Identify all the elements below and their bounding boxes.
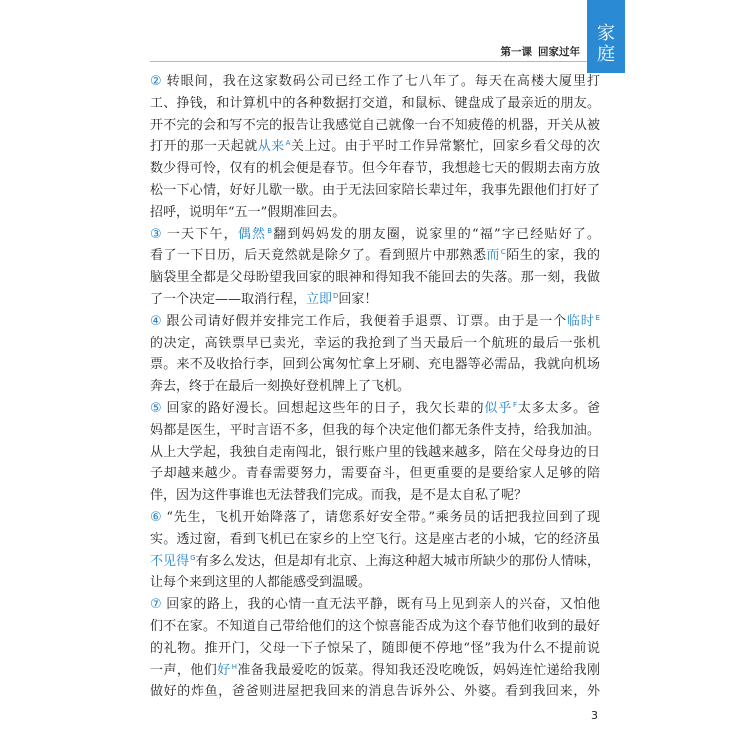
text-line [150, 660, 600, 682]
text-run: 招呼，说明年“五一”假期准回去。 [150, 204, 346, 220]
keyword-text: 从来 [257, 139, 285, 155]
keyword-text: 临时 [566, 313, 595, 329]
text-run: 从上大学起，我独自走南闯北，银行账户里的钱越来越多，陪在父母身边的日 [150, 444, 600, 460]
keyword-marker: C [500, 248, 506, 257]
text-run: 脑袋里全都是父母盼望我回家的眼神和得知我不能回去的失落。那一刻，我做 [150, 270, 600, 286]
text-line [150, 507, 600, 529]
paragraph-number: ⑥ [150, 509, 163, 525]
paragraph [150, 594, 600, 703]
text-run: “先生，飞机开始降落了，请您系好安全带。”乘务员的话把我拉回到了现 [166, 509, 600, 525]
text-line [150, 616, 600, 638]
text-line [150, 572, 600, 594]
text-run: 陌生的家，我的 [505, 248, 600, 264]
vocab-keyword [238, 227, 272, 242]
text-run: 关上过。由于平时工作异常繁忙，回家乡看父母的次 [290, 139, 600, 155]
text-run: 跟公司请好假并安排完工作后，我便着手退票、订票。由于是一个 [166, 313, 567, 329]
keyword-marker: D [333, 291, 339, 300]
text-run: 让每个来到这里的人都能感受到温暖。 [150, 575, 372, 591]
text-run: 转眼间，我在这家数码公司已经工作了七八年了。每天在高楼大厦里打 [166, 74, 600, 89]
text-run: 做好的炸鱼，爸爸则进屋把我回来的消息告诉外公、外婆。看到我回来，外 [150, 684, 600, 700]
text-line [150, 354, 600, 376]
text-line [150, 638, 600, 660]
text-run: 的礼物。推开门，父母一下子惊呆了，随即便不停地“怪”我为什么不提前说 [150, 640, 600, 656]
text-line [150, 93, 600, 115]
text-run: 开不完的会和写不完的报告让我感觉自己就像一台不知疲倦的机器，开关从被 [150, 117, 600, 133]
text-run: 工、挣钱，和计算机中的各种数据打交道，和鼠标、键盘成了最亲近的朋友。 [150, 95, 600, 111]
text-run: 数少得可怜，仅有的机会便是春节。但今年春节，我想趁七天的假期去南方放 [150, 161, 600, 177]
keyword-marker: E [595, 313, 600, 322]
text-run: 太多太多。爸 [517, 400, 600, 416]
text-run: 回家！ [338, 291, 378, 307]
running-header [460, 45, 580, 59]
keyword-marker: F [513, 400, 518, 409]
keyword-marker: G [190, 553, 196, 562]
unit-tab-char: 家 [597, 23, 615, 44]
text-line [150, 202, 600, 224]
text-run: 回家的路上，我的心情一直无法平静，既有马上见到亲人的兴奋，又怕他 [166, 597, 600, 613]
paragraph-number: ② [150, 74, 163, 89]
text-run: 了一个决定——取消行程， [150, 291, 307, 307]
text-line [150, 485, 600, 507]
text-line [150, 398, 600, 420]
text-line [150, 594, 600, 616]
vocab-keyword [258, 139, 291, 154]
keyword-marker: B [267, 226, 273, 235]
unit-tab-char: 庭 [597, 44, 615, 65]
paragraph [150, 507, 600, 594]
keyword-marker: A [285, 139, 291, 148]
text-line [150, 224, 600, 246]
text-run: 准备我最爱吃的饭菜。得知我还没吃晚饭，妈妈连忙递给我刚 [236, 662, 600, 678]
body-text [150, 71, 600, 703]
lesson-title: 回家过年 [538, 46, 580, 58]
text-run: 回家的路好漫长。回想起这些年的日子，我欠长辈的 [166, 400, 485, 416]
text-line [150, 551, 600, 573]
unit-side-tab [587, 0, 625, 73]
paragraph [150, 224, 600, 311]
text-run: 伴，因为这件事谁也无法替我们完成。而我，是不是太自私了呢？ [150, 488, 528, 504]
keyword-marker: H [231, 662, 237, 671]
vocab-keyword [484, 401, 517, 416]
text-run: 奔去，终于在最后一刻换好登机牌上了飞机。 [150, 379, 411, 395]
text-line [150, 158, 600, 180]
text-run: 的决定，高铁票早已卖光，幸运的我抢到了当天最后一个航班的最后一张机 [150, 335, 600, 351]
text-line [150, 420, 600, 442]
text-run: 票。来不及收拾行李，回到公寓匆忙拿上牙刷、充电器等必需品，我就向机场 [150, 357, 600, 373]
text-line [150, 529, 600, 551]
text-run: 妈都是医生，平时言语不多，但我的每个决定他们都无条件支持，给我加油。 [150, 422, 600, 438]
text-run: 打开的那一天起就 [150, 139, 258, 155]
text-run: 看了一下日历，后天竟然就是除夕了。看到照片中那熟悉 [150, 248, 487, 264]
text-line [150, 136, 600, 158]
keyword-text: 似乎 [484, 400, 513, 416]
text-run: 们不在家。不知道自己带给他们的这个惊喜能否成为这个春节他们收到的最好 [150, 618, 600, 634]
text-line [150, 376, 600, 398]
text-line [150, 463, 600, 485]
vocab-keyword [486, 248, 505, 263]
lesson-number: 第一课 [500, 46, 532, 58]
keyword-text: 不见得 [150, 553, 190, 569]
text-run: 有多么发达，但是却有北京、上海这种超大城市所缺少的那份人情味， [195, 553, 600, 569]
text-line [150, 333, 600, 355]
paragraph-number: ③ [150, 226, 163, 242]
paragraph-number: ⑤ [150, 400, 163, 416]
keyword-text: 好 [217, 662, 231, 678]
header-rule [150, 61, 587, 62]
vocab-keyword [567, 314, 600, 329]
text-run: 松一下心情，好好儿歇一歇。由于无法回家陪长辈过年，我事先跟他们打好了 [150, 182, 600, 198]
text-line [150, 311, 600, 333]
keyword-text: 偶然 [237, 226, 267, 242]
vocab-keyword [306, 292, 338, 307]
paragraph [150, 398, 600, 507]
paragraph [150, 71, 600, 224]
text-run: 子却越来越少。青春需要努力，需要奋斗，但更重要的是要给家人足够的陪 [150, 466, 600, 482]
vocab-keyword [217, 663, 237, 678]
text-run: 一天下午， [166, 226, 238, 242]
text-line [150, 289, 600, 311]
page-number: 3 [591, 709, 598, 722]
paragraph-number: ⑦ [150, 597, 163, 613]
keyword-text: 而 [486, 248, 500, 264]
text-run: 翻到妈妈发的朋友圈，说家里的“福”字已经贴好了。 [272, 226, 600, 242]
text-run: 实。透过窗，看到飞机已在家乡的上空飞行。这是座古老的小城，它的经济虽 [150, 531, 600, 547]
text-line [150, 245, 600, 267]
text-run: 一声，他们 [150, 662, 218, 678]
paragraph-number: ④ [150, 313, 163, 329]
text-line [150, 180, 600, 202]
text-line [150, 115, 600, 137]
text-line [150, 681, 600, 703]
vocab-keyword [150, 554, 196, 569]
text-line [150, 442, 600, 464]
text-line [150, 267, 600, 289]
keyword-text: 立即 [306, 291, 333, 307]
text-line [150, 71, 600, 93]
paragraph [150, 311, 600, 398]
